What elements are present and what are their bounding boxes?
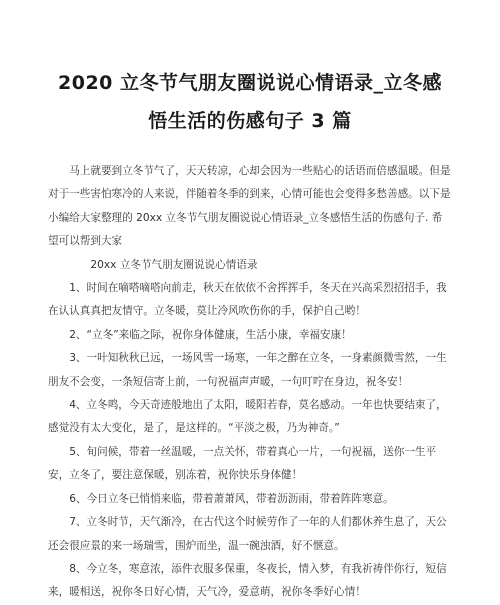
list-item-6: 6、今日立冬已悄悄来临，带着萧萧风，带着沥沥雨，带着阵阵寒意。 bbox=[69, 492, 394, 505]
article-body bbox=[48, 160, 452, 605]
list-item-8: 8、今立冬，寒意浓，添件衣服多保重，冬夜长，情入梦，有我祈祷伴你行，短信来，暖相送，祝你冬日好心情，天气冷，爱意萌，祝你冬季好心情！ bbox=[48, 562, 447, 599]
list-item-3: 3、一叶知秋秋已远，一场风雪一场寒，一年之醉在立冬，一身素颜微雪然，一生朋友不会变，一条短信寄上前，一句祝福声声暖，一句叮咛在身边，祝冬安！ bbox=[48, 352, 447, 388]
list-item-1: 1、时间在嘀嗒嘀嗒向前走，秋天在依依不舍挥挥手，冬天在兴高采烈招招手，我在认认真真把友情守。立冬暖，莫让冷风吹伤你的手，保护自己哟！ bbox=[48, 282, 447, 318]
title-line-1: 2020 立冬节气朋友圈说说心情语录_立冬感 bbox=[58, 72, 442, 94]
list-item-7: 7、立冬时节，天气渐冷，在古代这个时候劳作了一年的人们都休养生息了，天公还会很应景的来一场瑞雪，围炉而坐，温一碗浊酒，好不惬意。 bbox=[48, 516, 447, 552]
list-item-2: 2、“立冬”来临之际，祝你身体健康，生活小康，幸福安康！ bbox=[69, 328, 352, 341]
list-item-5: 5、旬问候，带着一丝温暖，一点关怀，带着真心一片，一句祝福，送你一生平安，立冬了，要注意保暖，别冻着，祝你快乐身体健！ bbox=[48, 445, 437, 482]
list-item-4: 4、立冬鸣，今天奇迹般地出了太阳，暖阳若春，莫名感动。一年也快要结束了，感觉没有太大变化，是了，是这样的。“平淡之极，乃为神奇。” bbox=[48, 399, 447, 435]
title-line-2: 悟生活的伤感句子 3 篇 bbox=[148, 110, 352, 132]
intro-paragraph: 马上就要到立冬节气了，天天转凉，心却会因为一些贴心的话语而倍感温暖。但是对于一些害怕寒冷的人来说，伴随着冬季的到来，心情可能也会变得多愁善感。以下是小编给大家整理的 20xx 立冬节气朋友圈说说心情语录_立冬感悟生活的伤感句子. 希望可以帮到大家 bbox=[48, 165, 451, 248]
section-heading: 20xx 立冬节气朋友圈说说心情语录 bbox=[90, 258, 258, 271]
article-title bbox=[30, 64, 470, 140]
